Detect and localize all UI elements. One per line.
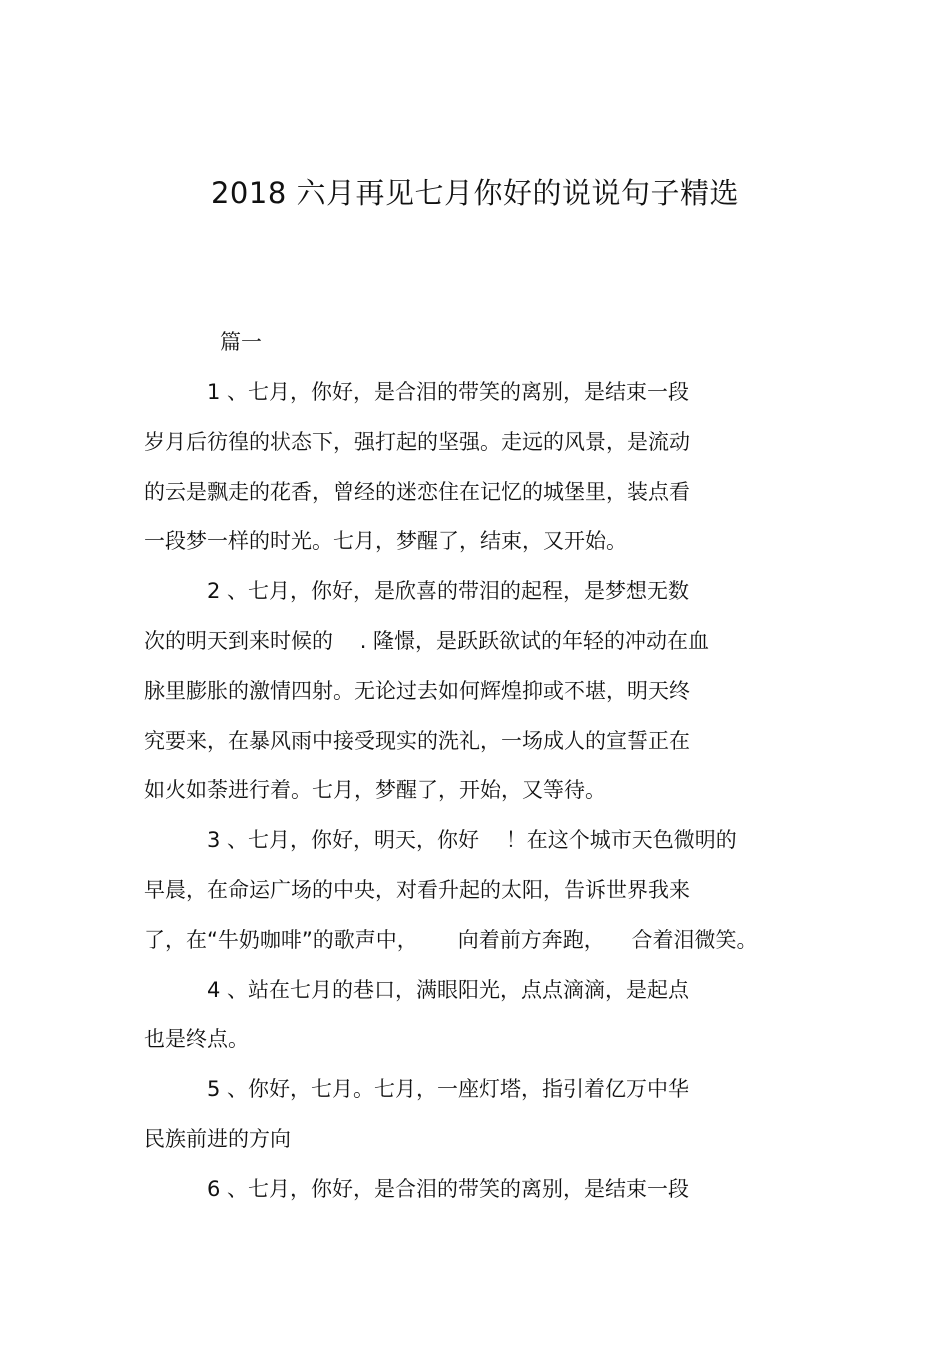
paragraph-line: 究要来，在暴风雨中接受现实的洗礼，一场成人的宣誓正在 [144, 729, 690, 753]
section-heading: 篇一 [220, 330, 262, 354]
paragraph-line: 也是终点。 [144, 1027, 249, 1051]
paragraph-line: 如火如荼进行着。七月，梦醒了，开始，又等待。 [144, 778, 606, 802]
paragraph-line: 3 、七月，你好，明天，你好 ！在这个城市天色微明的 [207, 828, 737, 852]
paragraph-line: 早晨，在命运广场的中央，对看升起的太阳，告诉世界我来 [144, 878, 690, 902]
paragraph-line: 一段梦一样的时光。七月，梦醒了，结束，又开始。 [144, 529, 627, 553]
paragraph-line: 脉里膨胀的激情四射。无论过去如何辉煌抑或不堪，明天终 [144, 679, 690, 703]
paragraph-line: 6 、七月，你好，是合泪的带笑的离别，是结束一段 [207, 1177, 690, 1201]
paragraph-line: 的云是飘走的花香，曾经的迷恋住在记忆的城堡里，装点看 [144, 480, 690, 504]
paragraph-line: 2 、七月，你好，是欣喜的带泪的起程，是梦想无数 [207, 579, 690, 603]
paragraph-line: 5 、你好，七月。七月，一座灯塔，指引着亿万中华 [207, 1077, 690, 1101]
paragraph-line: 岁月后彷徨的状态下，强打起的坚强。走远的风景，是流动 [144, 430, 690, 454]
paragraph-line: 4 、站在七月的巷口，满眼阳光，点点滴滴，是起点 [207, 978, 690, 1002]
paragraph-line: 1 、七月，你好，是合泪的带笑的离别，是结束一段 [207, 380, 690, 404]
paragraph-line: 次的明天到来时候的 . 隆憬，是跃跃欲试的年轻的冲动在血 [144, 629, 710, 653]
document-title: 2018 六月再见七月你好的说说句子精选 [210, 176, 740, 210]
paragraph-line: 了，在“牛奶咖啡”的歌声中， 向着前方奔跑， 合着泪微笑。 [144, 928, 758, 952]
paragraph-line: 民族前进的方向 [144, 1127, 291, 1151]
